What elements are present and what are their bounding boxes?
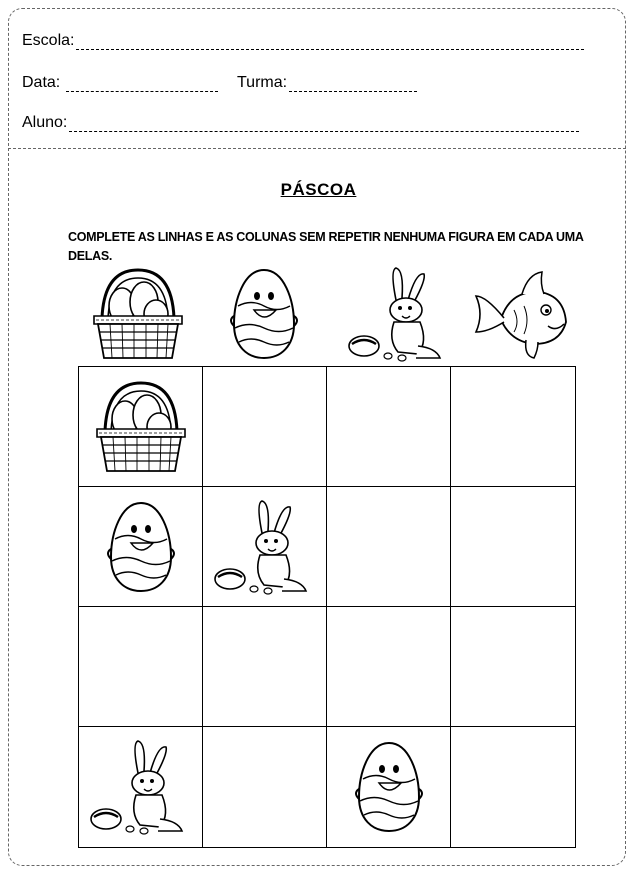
instruction-text: COMPLETE AS LINHAS E AS COLUNAS SEM REPETIR NENHUMA FIGURA EM CADA UMA DELAS.	[68, 230, 584, 263]
egg-icon	[91, 499, 191, 595]
turma-field[interactable]	[289, 77, 417, 92]
grid-cell-r3-c3[interactable]	[327, 607, 451, 727]
reference-egg	[214, 266, 324, 362]
escola-label: Escola:	[22, 32, 75, 49]
header-divider	[8, 148, 626, 149]
aluno-field[interactable]	[69, 117, 579, 132]
grid-cell-r4-c3	[327, 727, 451, 847]
grid-cell-r1-c4[interactable]	[451, 367, 575, 487]
reference-bunny	[344, 266, 454, 362]
grid-cell-r3-c1[interactable]	[79, 607, 203, 727]
grid-cell-r4-c4[interactable]	[451, 727, 575, 847]
basket-icon	[88, 266, 188, 362]
aluno-label: Aluno:	[22, 114, 68, 131]
bunny-icon	[86, 739, 196, 835]
escola-field[interactable]	[76, 35, 584, 50]
grid-cell-r4-c2[interactable]	[203, 727, 327, 847]
aluno-row	[22, 114, 579, 132]
grid-cell-r3-c4[interactable]	[451, 607, 575, 727]
turma-label: Turma:	[237, 74, 288, 91]
egg-icon	[339, 739, 439, 835]
data-row	[22, 74, 218, 92]
grid-cell-r2-c1	[79, 487, 203, 607]
egg-icon	[214, 266, 314, 362]
grid-cell-r1-c3[interactable]	[327, 367, 451, 487]
bunny-icon	[210, 499, 320, 595]
grid-cell-r3-c2[interactable]	[203, 607, 327, 727]
reference-fish	[468, 266, 578, 362]
turma-row	[237, 74, 417, 92]
grid-cell-r1-c1	[79, 367, 203, 487]
page-title: PÁSCOA	[280, 180, 357, 199]
bunny-icon	[344, 266, 454, 362]
data-field[interactable]	[66, 77, 218, 92]
answer-grid	[78, 366, 576, 848]
grid-cell-r2-c3[interactable]	[327, 487, 451, 607]
data-label: Data:	[22, 74, 61, 91]
reference-basket	[88, 266, 198, 362]
fish-icon	[468, 266, 578, 362]
grid-cell-r2-c2	[203, 487, 327, 607]
escola-row	[22, 32, 584, 50]
grid-cell-r1-c2[interactable]	[203, 367, 327, 487]
grid-cell-r2-c4[interactable]	[451, 487, 575, 607]
grid-cell-r4-c1	[79, 727, 203, 847]
basket-icon	[91, 379, 191, 475]
